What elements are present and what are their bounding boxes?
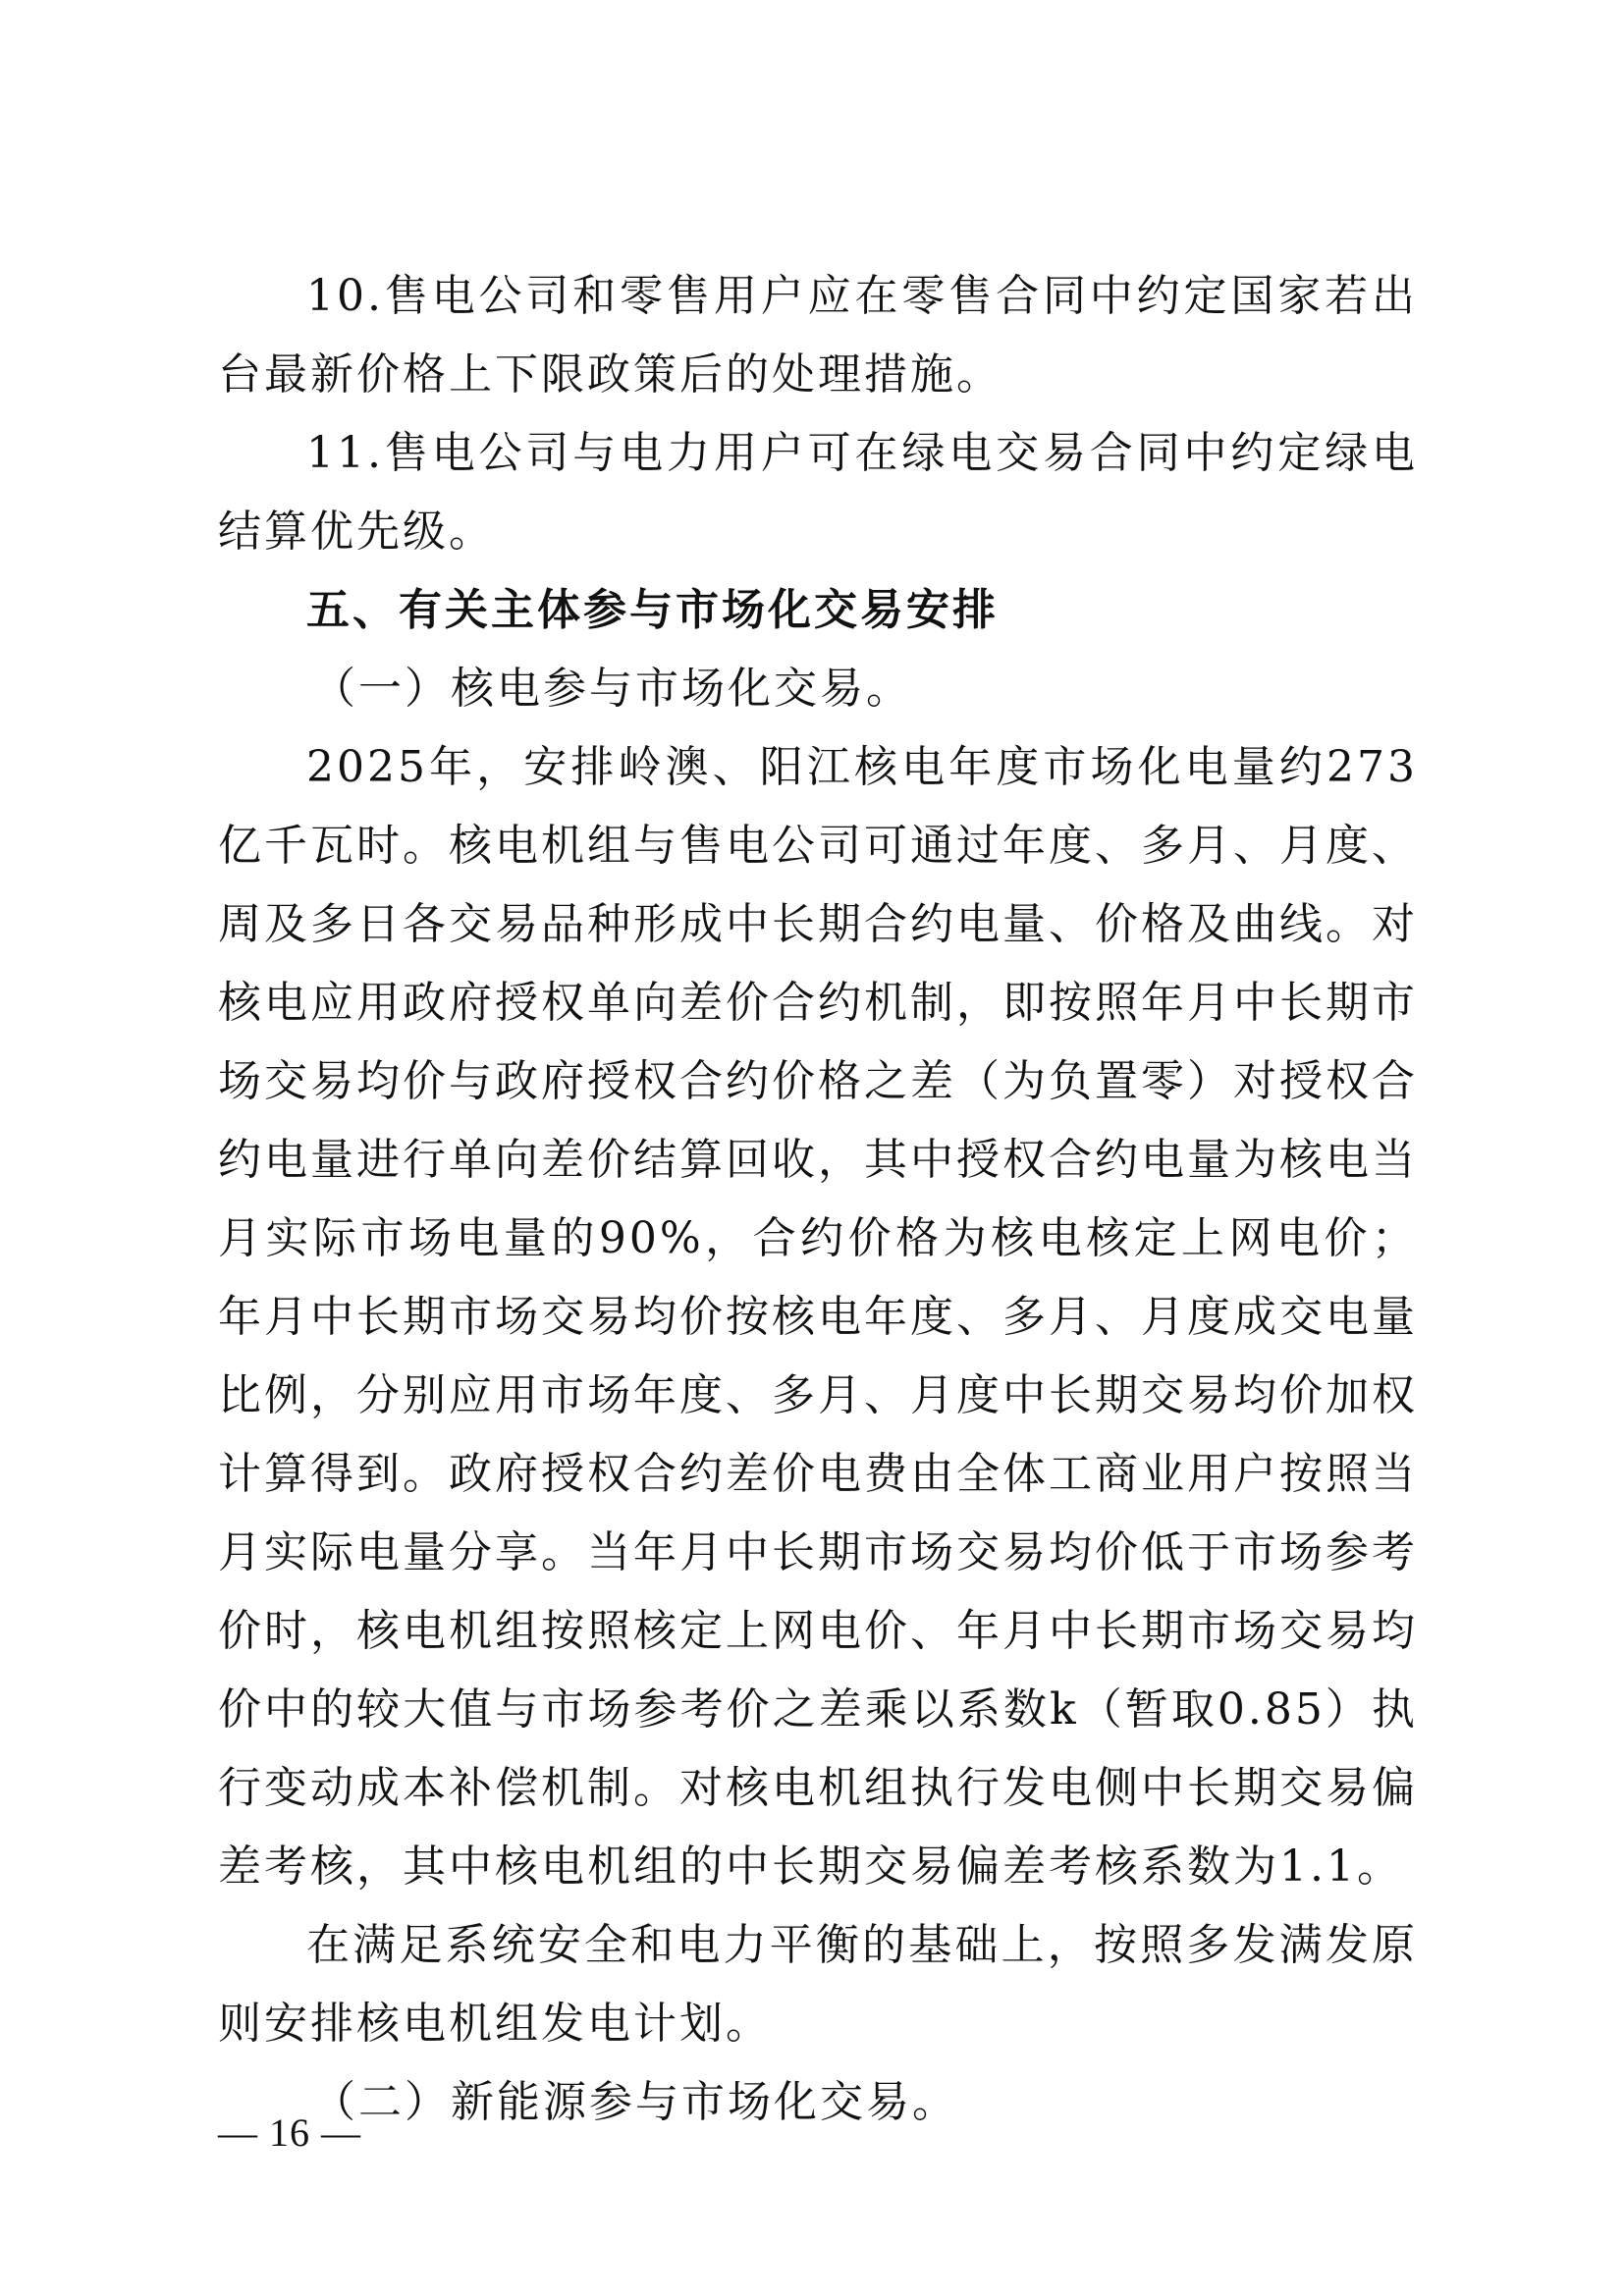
paragraph-nuclear-arrangement: 2025年，安排岭澳、阳江核电年度市场化电量约273亿千瓦时。核电机组与售电公司可通过年度、多月、月度、周及多日各交易品种形成中长期合约电量、价格及曲线。对核电应用政府授权单向差价合约机制，即按照年月中长期市场交易均价与政府授权合约价格之差（为负置零）对授权合约电量进行单向差价结算回收，其中授权合约电量为核电当月实际市场电量的90%，合约价格为核电核定上网电价；年月中长期市场交易均价按核电年度、多月、月度成交电量比例，分别应用市场年度、多月、月度中长期交易均价加权计算得到。政府授权合约差价电费由全体工商业用户按照当月实际电量分享。当年月中长期市场交易均价低于市场参考价时，核电机组按照核定上网电价、年月中长期市场交易均价中的较大值与市场参考价之差乘以系数k（暂取0.85）执行变动成本补偿机制。对核电机组执行发电侧中长期交易偏差考核，其中核电机组的中长期交易偏差考核系数为1.1。 — [218, 742, 1418, 1892]
paragraph-item-10: 10.售电公司和零售用户应在零售合同中约定国家若出台最新价格上下限政策后的处理措施。 — [218, 271, 1418, 400]
section-heading: 五、有关主体参与市场化交易安排 — [306, 585, 999, 635]
page-number: — 16 — — [218, 2110, 361, 2155]
subsection-heading-nuclear: （一）核电参与市场化交易。 — [312, 664, 912, 714]
paragraph-item-11: 11.售电公司与电力用户可在绿电交易合同中约定绿电结算优先级。 — [218, 428, 1418, 557]
subsection-heading-new-energy: （二）新能源参与市场化交易。 — [312, 2077, 958, 2127]
document-body — [218, 257, 1418, 2142]
paragraph-nuclear-plan: 在满足系统安全和电力平衡的基础上，按照多发满发原则安排核电机组发电计划。 — [218, 1920, 1418, 2049]
